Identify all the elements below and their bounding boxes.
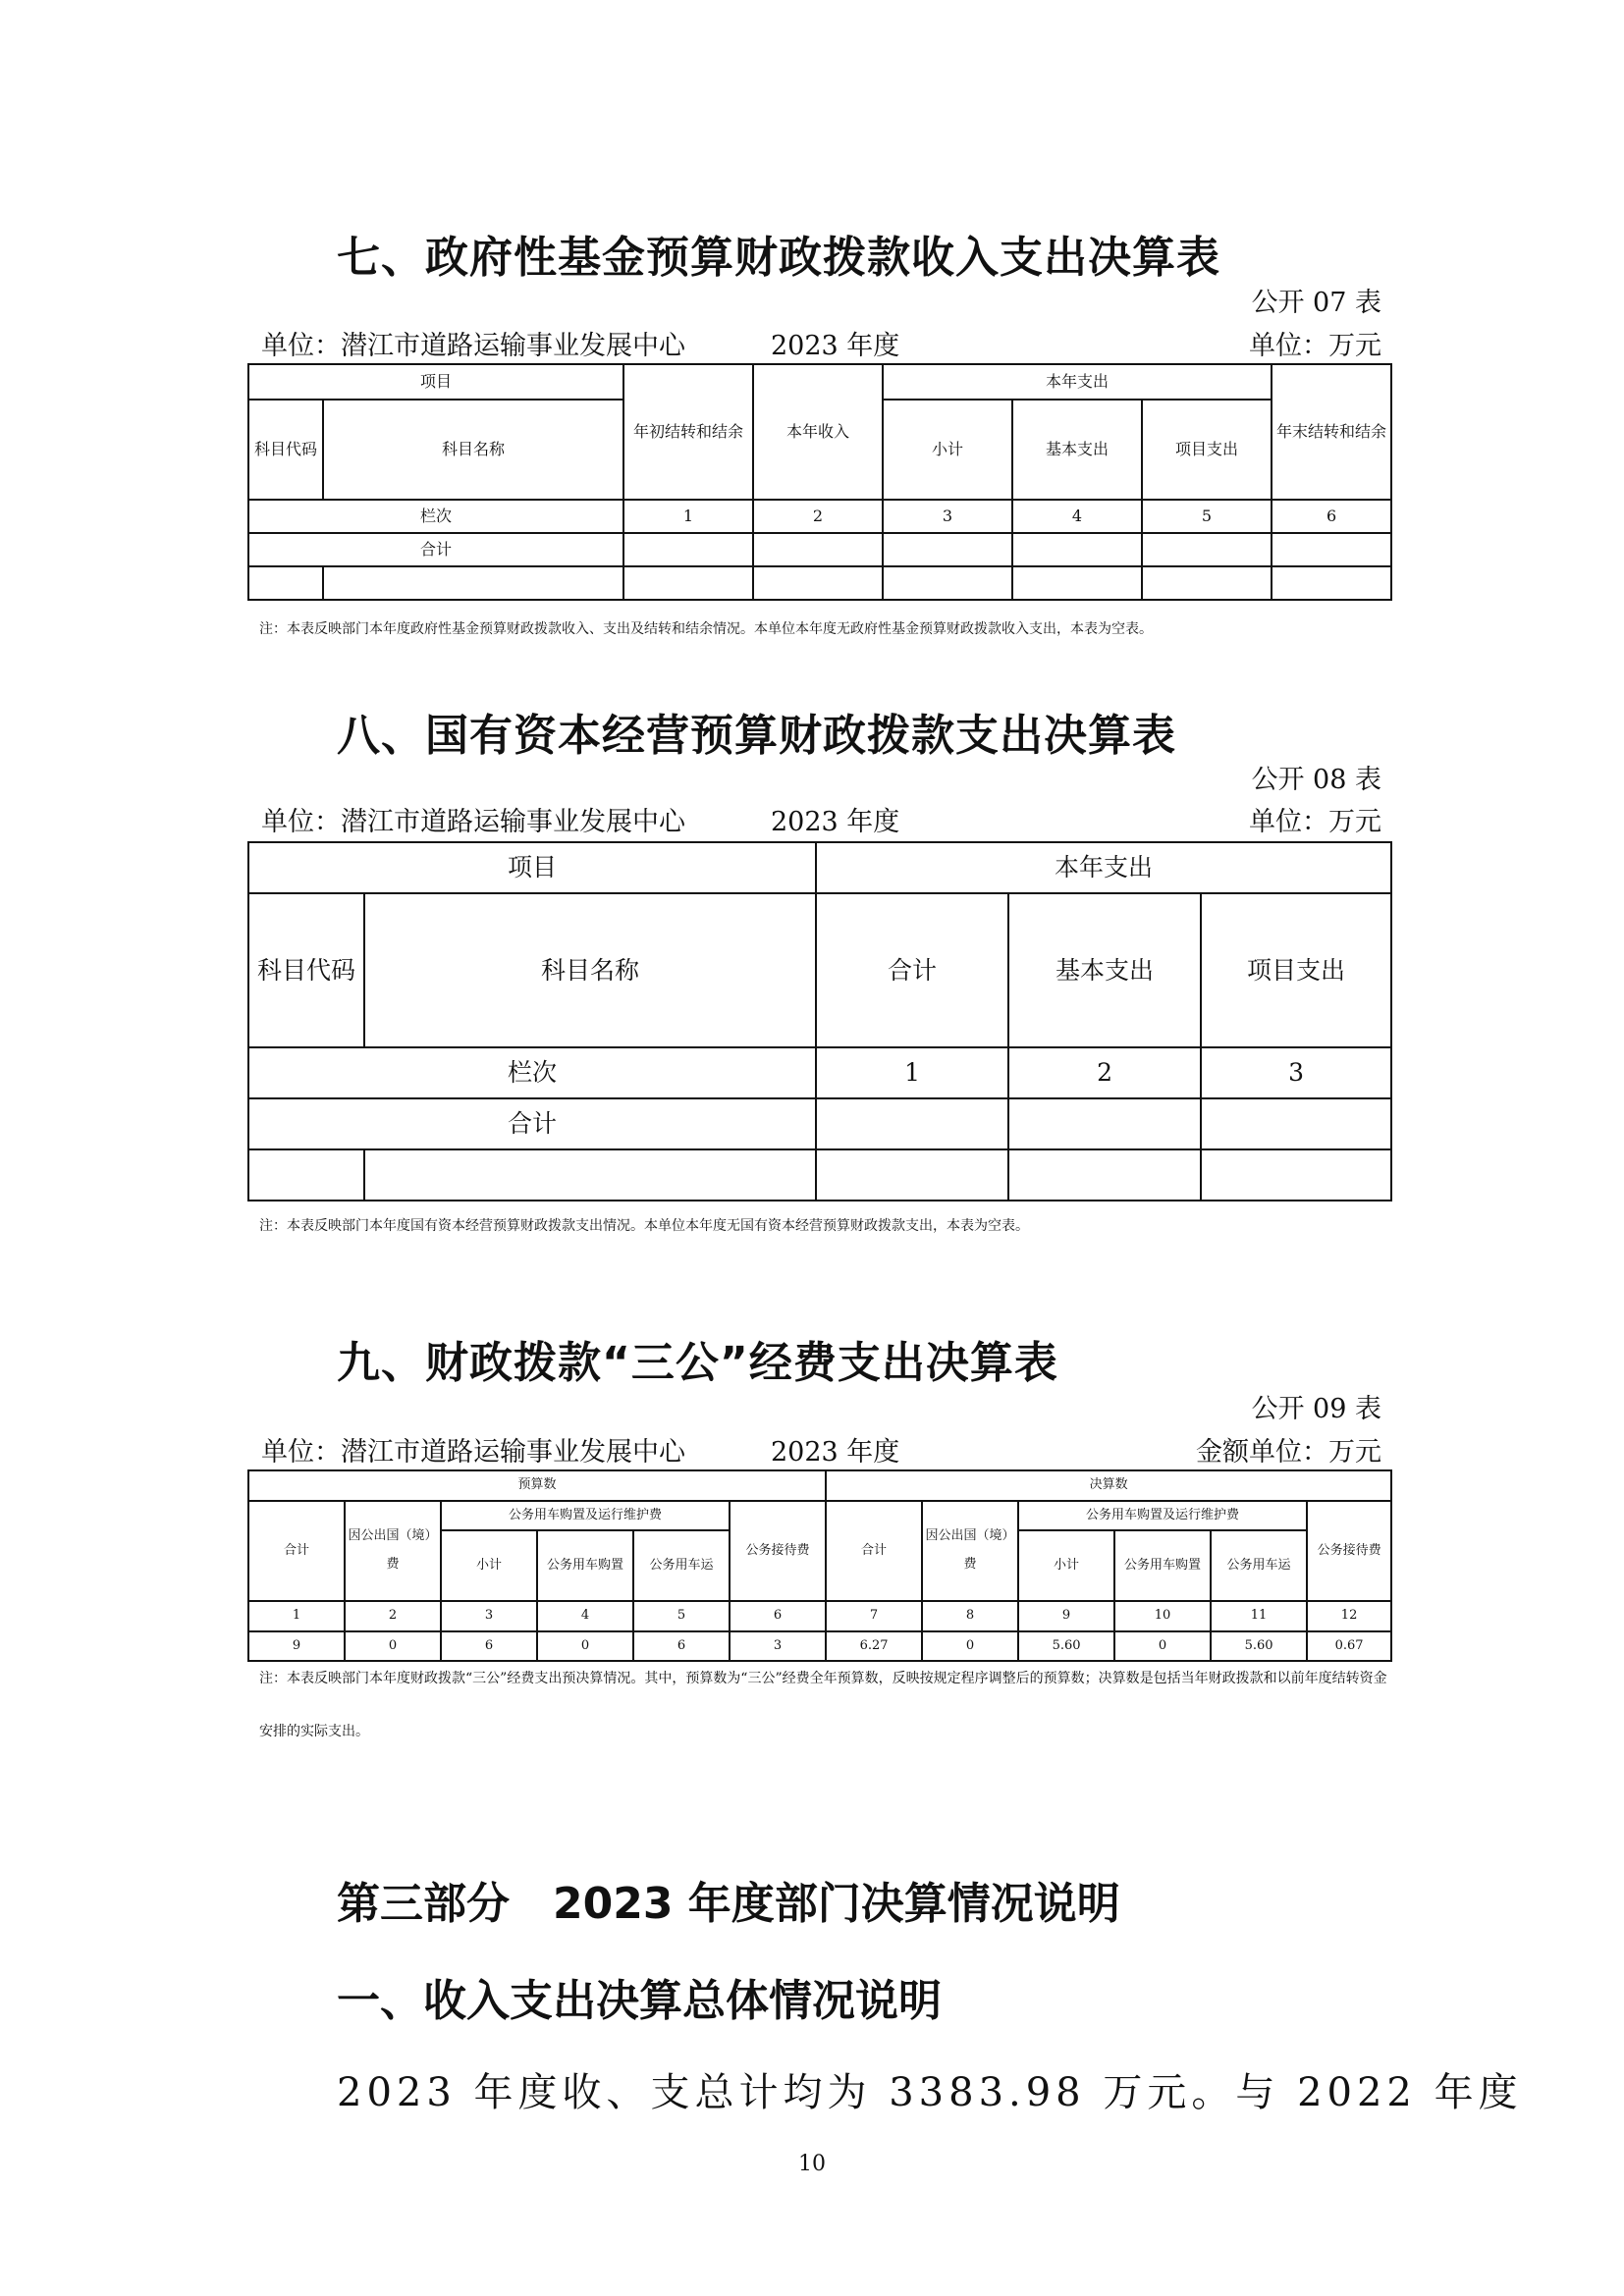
cell-empty — [1201, 1149, 1391, 1201]
header-code: 科目代码 — [248, 400, 323, 500]
cell-empty — [323, 566, 623, 600]
header-abroad: 因公出国（境）费 — [922, 1501, 1018, 1602]
header-basic: 基本支出 — [1012, 400, 1142, 500]
value-cell: 9 — [248, 1631, 345, 1662]
section7-table — [247, 363, 1392, 601]
cell-empty — [816, 1098, 1008, 1149]
section8-unit-right: 单位：万元 — [1249, 807, 1381, 837]
row-heji: 合计 — [248, 533, 623, 566]
row-lanci: 栏次 — [248, 1047, 816, 1098]
section8-table — [247, 841, 1392, 1201]
header-car-buy: 公务用车购置 — [537, 1530, 633, 1601]
col-num: 9 — [1018, 1601, 1114, 1631]
value-cell: 0.67 — [1307, 1631, 1391, 1662]
header-xiangmu: 项目 — [248, 364, 623, 400]
cell-empty — [364, 1149, 816, 1201]
section8-year: 2023 年度 — [771, 807, 900, 837]
header-car-run: 公务用车运 — [633, 1530, 730, 1601]
col-num: 1 — [816, 1047, 1008, 1098]
col-num: 10 — [1114, 1601, 1211, 1631]
col-num: 8 — [922, 1601, 1018, 1631]
col-num: 3 — [1201, 1047, 1391, 1098]
cell-empty — [248, 566, 323, 600]
section9-unit: 单位：潜江市道路运输事业发展中心 — [261, 1437, 685, 1468]
section9-title: 九、财政拨款“三公”经费支出决算表 — [337, 1338, 1058, 1388]
section9-form-no: 公开 09 表 — [1251, 1394, 1381, 1424]
col-num: 3 — [441, 1601, 537, 1631]
col-num: 12 — [1307, 1601, 1391, 1631]
header-xiangmu: 项目 — [248, 842, 816, 893]
value-cell: 3 — [730, 1631, 826, 1662]
col-num: 5 — [1142, 500, 1272, 533]
section7-title: 七、政府性基金预算财政拨款收入支出决算表 — [337, 233, 1220, 283]
col-num: 3 — [883, 500, 1012, 533]
value-cell: 6 — [441, 1631, 537, 1662]
cell-empty — [1272, 566, 1391, 600]
section9-note: 注：本表反映部门本年度财政拨款“三公”经费支出预决算情况。其中，预算数为“三公”经费全年预算数，反映按规定程序调整后的预算数；决算数是包括当年财政拨款和以前年度结转资金安排的实际支出。 — [259, 1671, 1387, 1739]
value-cell: 0 — [1114, 1631, 1211, 1662]
part3-heading: 第三部分 2023 年度部门决算情况说明 — [337, 1879, 1120, 1929]
cell-empty — [623, 533, 753, 566]
cell-empty — [753, 533, 883, 566]
cell-empty — [816, 1149, 1008, 1201]
header-name: 科目名称 — [323, 400, 623, 500]
col-num: 2 — [753, 500, 883, 533]
cell-empty — [1201, 1098, 1391, 1149]
cell-empty — [1008, 1098, 1201, 1149]
section9-unit-right: 金额单位：万元 — [1196, 1437, 1381, 1468]
header-basic: 基本支出 — [1008, 893, 1201, 1047]
header-project: 项目支出 — [1142, 400, 1272, 500]
cell-empty — [1142, 566, 1272, 600]
col-num: 2 — [1008, 1047, 1201, 1098]
cell-empty — [883, 566, 1012, 600]
header-total: 合计 — [826, 1501, 922, 1602]
header-income: 本年收入 — [753, 364, 883, 500]
header-project: 项目支出 — [1201, 893, 1391, 1047]
header-total: 合计 — [248, 1501, 345, 1602]
col-num: 1 — [623, 500, 753, 533]
cell-empty — [1008, 1149, 1201, 1201]
section9-table — [247, 1469, 1392, 1662]
header-final: 决算数 — [826, 1470, 1391, 1501]
row-heji: 合计 — [248, 1098, 816, 1149]
header-car: 公务用车购置及运行维护费 — [441, 1501, 730, 1531]
cell-empty — [1012, 566, 1142, 600]
section8-note: 注：本表反映部门本年度国有资本经营预算财政拨款支出情况。本单位本年度无国有资本经营预算财政拨款支出，本表为空表。 — [259, 1218, 1029, 1234]
section7-year: 2023 年度 — [771, 331, 900, 361]
page-number: 10 — [798, 2152, 826, 2176]
section7-unit-right: 单位：万元 — [1249, 331, 1381, 361]
value-cell: 5.60 — [1211, 1631, 1307, 1662]
part3-body: 2023 年度收、支总计均为 3383.98 万元。与 2022 年度 — [337, 2070, 1523, 2115]
header-abroad: 因公出国（境）费 — [345, 1501, 441, 1602]
value-cell: 6.27 — [826, 1631, 922, 1662]
cell-empty — [753, 566, 883, 600]
section8-unit: 单位：潜江市道路运输事业发展中心 — [261, 807, 685, 837]
header-code: 科目代码 — [248, 893, 364, 1047]
value-cell: 5.60 — [1018, 1631, 1114, 1662]
cell-empty — [248, 1149, 364, 1201]
header-expend: 本年支出 — [883, 364, 1272, 400]
header-reception: 公务接待费 — [1307, 1501, 1391, 1602]
header-subtotal: 小计 — [441, 1530, 537, 1601]
section9-year: 2023 年度 — [771, 1437, 900, 1468]
col-num: 5 — [633, 1601, 730, 1631]
section7-form-no: 公开 07 表 — [1251, 288, 1381, 318]
value-cell: 0 — [537, 1631, 633, 1662]
section8-title: 八、国有资本经营预算财政拨款支出决算表 — [337, 711, 1176, 761]
col-num: 6 — [1272, 500, 1391, 533]
header-total: 合计 — [816, 893, 1008, 1047]
col-num: 6 — [730, 1601, 826, 1631]
header-budget: 预算数 — [248, 1470, 826, 1501]
col-num: 2 — [345, 1601, 441, 1631]
cell-empty — [623, 566, 753, 600]
value-cell: 0 — [922, 1631, 1018, 1662]
header-car-buy: 公务用车购置 — [1114, 1530, 1211, 1601]
col-num: 7 — [826, 1601, 922, 1631]
col-num: 4 — [1012, 500, 1142, 533]
section7-note: 注：本表反映部门本年度政府性基金预算财政拨款收入、支出及结转和结余情况。本单位本年度无政府性基金预算财政拨款收入支出，本表为空表。 — [259, 621, 1153, 637]
col-num: 1 — [248, 1601, 345, 1631]
header-begin-balance: 年初结转和结余 — [623, 364, 753, 500]
header-subtotal: 小计 — [883, 400, 1012, 500]
row-lanci: 栏次 — [248, 500, 623, 533]
cell-empty — [1142, 533, 1272, 566]
part3-subheading: 一、收入支出决算总体情况说明 — [337, 1976, 942, 2026]
header-name: 科目名称 — [364, 893, 816, 1047]
cell-empty — [1012, 533, 1142, 566]
header-car: 公务用车购置及运行维护费 — [1018, 1501, 1307, 1531]
cell-empty — [1272, 533, 1391, 566]
value-cell: 6 — [633, 1631, 730, 1662]
cell-empty — [883, 533, 1012, 566]
section7-unit: 单位：潜江市道路运输事业发展中心 — [261, 331, 685, 361]
header-reception: 公务接待费 — [730, 1501, 826, 1602]
header-end-balance: 年末结转和结余 — [1272, 364, 1391, 500]
header-expend: 本年支出 — [816, 842, 1391, 893]
header-subtotal: 小计 — [1018, 1530, 1114, 1601]
col-num: 11 — [1211, 1601, 1307, 1631]
col-num: 4 — [537, 1601, 633, 1631]
value-cell: 0 — [345, 1631, 441, 1662]
section8-form-no: 公开 08 表 — [1251, 765, 1381, 795]
header-car-run: 公务用车运 — [1211, 1530, 1307, 1601]
